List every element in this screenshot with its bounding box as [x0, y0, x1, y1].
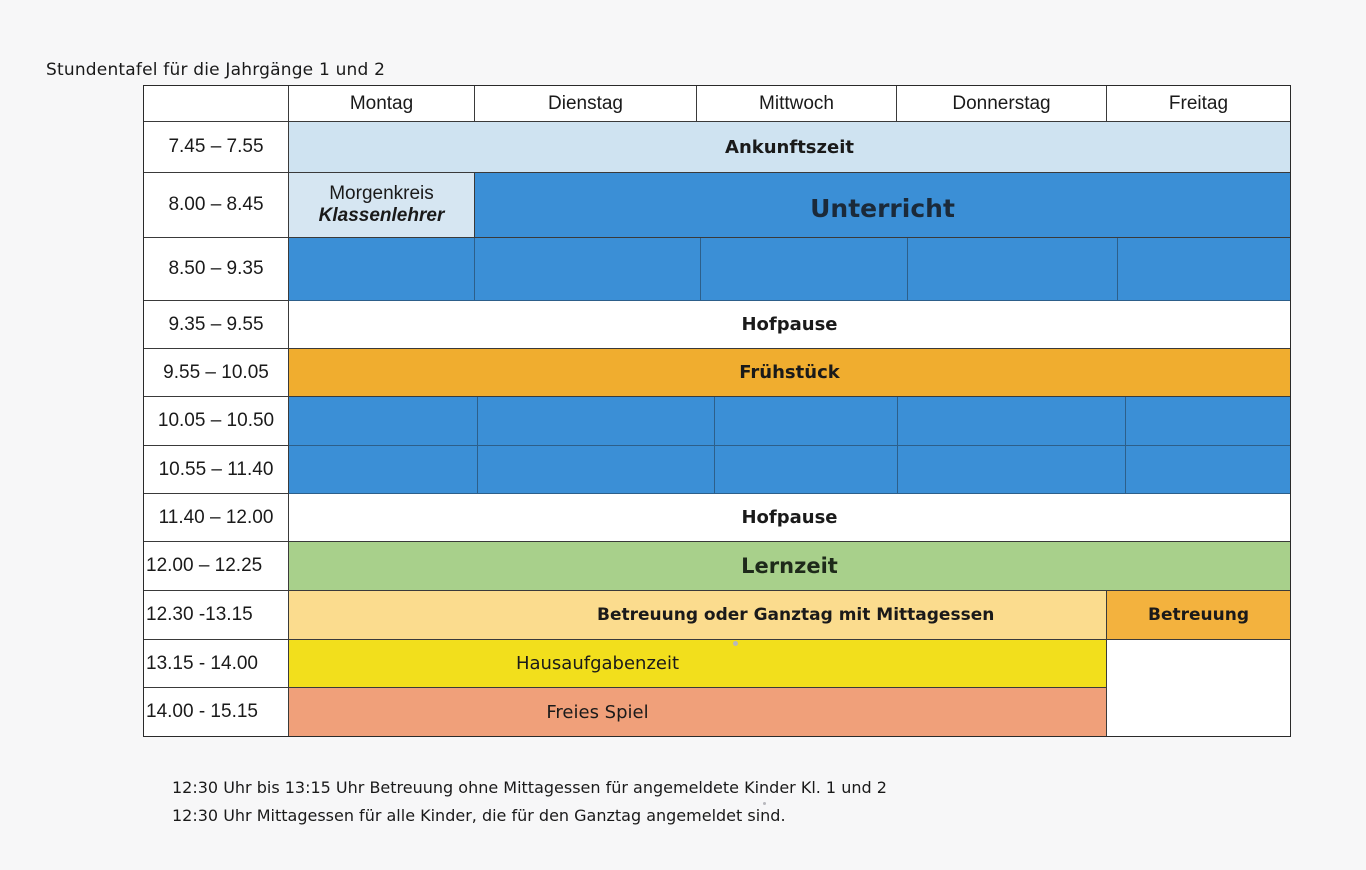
time-slot-7: 10.55 – 11.40 — [144, 446, 289, 494]
time-slot-10: 12.30 -13.15 — [144, 591, 289, 640]
arrival-label: Ankunftszeit — [725, 136, 854, 158]
arrival-band — [289, 122, 1290, 173]
scan-speck — [763, 802, 766, 805]
lesson-cell — [478, 446, 715, 494]
lesson-cell — [898, 397, 1126, 446]
time-slot-5: 9.55 – 10.05 — [144, 349, 289, 397]
care-friday-label: Betreuung — [1147, 605, 1249, 625]
header-day-freitag: Freitag — [1107, 86, 1290, 122]
study-time-band — [289, 542, 1290, 591]
time-slot-11: 13.15 - 14.00 — [144, 640, 289, 688]
free-play-label: Freies Spiel — [546, 701, 649, 723]
lesson-cell — [1126, 446, 1290, 494]
time-slot-4: 9.35 – 9.55 — [144, 301, 289, 349]
time-slot-2: 8.00 – 8.45 — [144, 173, 289, 238]
lesson-cell — [1118, 238, 1290, 301]
time-slot-6: 10.05 – 10.50 — [144, 397, 289, 446]
footnote-1: 12:30 Uhr bis 13:15 Uhr Betreuung ohne Mittagessen für angemeldete Kinder Kl. 1 und 2 — [172, 778, 887, 797]
lesson-cell — [289, 238, 475, 301]
lesson-cell — [898, 446, 1126, 494]
header-day-donnerstag: Donnerstag — [897, 86, 1107, 122]
break-band-2 — [289, 494, 1290, 542]
lesson-cell — [289, 397, 478, 446]
lessons-band — [475, 173, 1290, 238]
time-slot-9: 12.00 – 12.25 — [144, 542, 289, 591]
breakfast-label: Frühstück — [739, 362, 840, 383]
time-slot-8: 11.40 – 12.00 — [144, 494, 289, 542]
lesson-cell — [475, 238, 701, 301]
lesson-cell — [478, 397, 715, 446]
class-teacher-label: Klassenlehrer — [318, 205, 445, 226]
lesson-cell — [289, 446, 478, 494]
morning-circle-cell — [289, 173, 475, 238]
document-title: Stundentafel für die Jahrgänge 1 und 2 — [46, 60, 386, 80]
lesson-cell — [701, 238, 908, 301]
lesson-cell — [715, 446, 898, 494]
homework-band — [289, 640, 1107, 688]
care-allday-label: Betreuung oder Ganztag mit Mittagessen — [597, 605, 995, 625]
time-slot-1: 7.45 – 7.55 — [144, 122, 289, 173]
study-time-label: Lernzeit — [741, 554, 838, 578]
break-label-2: Hofpause — [741, 507, 838, 528]
break-band-1 — [289, 301, 1290, 349]
empty-friday-cell — [1107, 640, 1290, 736]
care-allday-band — [289, 591, 1107, 640]
scan-speck — [733, 641, 738, 646]
breakfast-band — [289, 349, 1290, 397]
care-friday-cell — [1107, 591, 1290, 640]
free-play-band — [289, 688, 1107, 736]
lesson-cell — [908, 238, 1118, 301]
header-corner — [144, 86, 289, 122]
footnote-2: 12:30 Uhr Mittagessen für alle Kinder, die für den Ganztag angemeldet sind. — [172, 806, 786, 825]
homework-label: Hausaufgabenzeit — [515, 653, 680, 674]
header-day-mittwoch: Mittwoch — [697, 86, 897, 122]
header-day-montag: Montag — [289, 86, 475, 122]
lessons-label: Unterricht — [810, 193, 955, 223]
timetable — [143, 85, 1291, 737]
lesson-cell — [1126, 397, 1290, 446]
time-slot-12: 14.00 - 15.15 — [144, 688, 289, 736]
break-label-1: Hofpause — [741, 314, 838, 335]
morning-circle-label: Morgenkreis — [329, 183, 434, 204]
time-slot-3: 8.50 – 9.35 — [144, 238, 289, 301]
lesson-cell — [715, 397, 898, 446]
header-day-dienstag: Dienstag — [475, 86, 697, 122]
